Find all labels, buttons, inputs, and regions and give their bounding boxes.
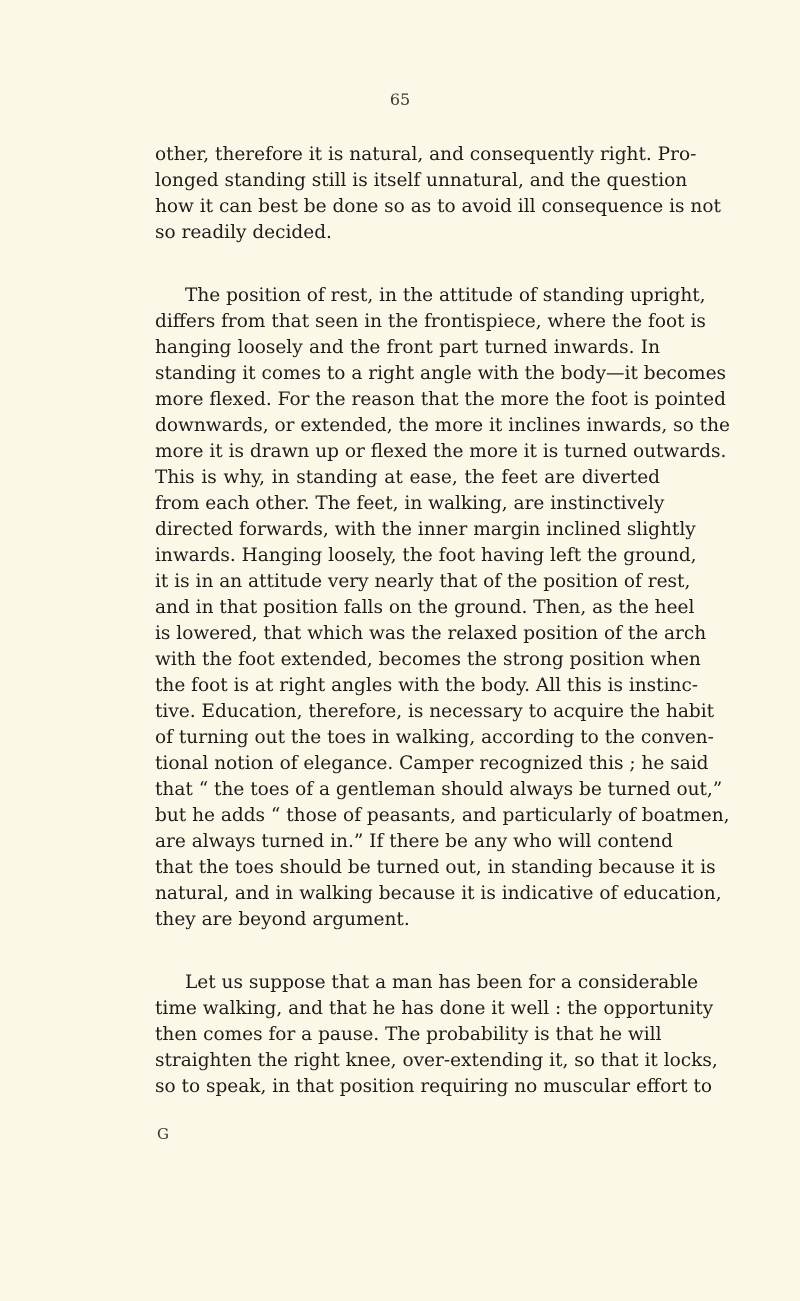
text-line: is lowered, that which was the relaxed position of the arch: [155, 623, 707, 644]
text-line: it is in an attitude very nearly that of the position of rest,: [155, 571, 691, 592]
text-line: other, therefore it is natural, and consequently right. Pro-: [155, 144, 697, 165]
text-line: so readily decided.: [155, 222, 332, 243]
text-line: how it can best be done so as to avoid ill consequence is not: [155, 196, 721, 217]
text-line: more flexed. For the reason that the more the foot is pointed: [155, 389, 726, 410]
text-line: standing it comes to a right angle with the body—it becomes: [155, 363, 727, 384]
text-line: but he adds “ those of peasants, and particularly of boatmen,: [155, 805, 730, 826]
text-line: straighten the right knee, over-extending it, so that it locks,: [155, 1050, 718, 1071]
text-line: longed standing still is itself unnatural, and the question: [155, 170, 688, 191]
text-line: they are beyond argument.: [155, 909, 410, 930]
text-line: more it is drawn up or flexed the more it is turned outwards.: [155, 441, 727, 462]
text-line: tive. Education, therefore, is necessary to acquire the habit: [155, 701, 715, 722]
text-line: that the toes should be turned out, in standing because it is: [155, 857, 716, 878]
text-line: This is why, in standing at ease, the feet are diverted: [155, 467, 660, 488]
signature-mark: G: [157, 1125, 169, 1143]
text-line: hanging loosely and the front part turned inwards. In: [155, 337, 660, 358]
text-line: Let us suppose that a man has been for a considerable: [185, 972, 699, 993]
text-line: so to speak, in that position requiring no muscular effort to: [155, 1076, 712, 1097]
text-line: natural, and in walking because it is indicative of education,: [155, 883, 722, 904]
text-line: the foot is at right angles with the body. All this is instinc-: [155, 675, 699, 696]
text-line: tional notion of elegance. Camper recognized this ; he said: [155, 753, 709, 774]
text-line: inwards. Hanging loosely, the foot having left the ground,: [155, 545, 697, 566]
text-line: The position of rest, in the attitude of standing upright,: [185, 285, 706, 306]
text-line: time walking, and that he has done it well : the opportunity: [155, 998, 714, 1019]
text-line: of turning out the toes in walking, according to the conven-: [155, 727, 714, 748]
text-line: downwards, or extended, the more it inclines inwards, so the: [155, 415, 730, 436]
text-line: differs from that seen in the frontispiece, where the foot is: [155, 311, 706, 332]
page-number: 65: [389, 90, 411, 109]
text-line: and in that position falls on the ground. Then, as the heel: [155, 597, 695, 618]
text-line: that “ the toes of a gentleman should always be turned out,”: [155, 779, 723, 800]
text-line: directed forwards, with the inner margin inclined slightly: [155, 519, 696, 540]
text-line: then comes for a pause. The probability is that he will: [155, 1024, 662, 1045]
text-line: with the foot extended, becomes the strong position when: [155, 649, 701, 670]
text-line: are always turned in.” If there be any who will contend: [155, 831, 673, 852]
text-line: from each other. The feet, in walking, are instinctively: [155, 493, 665, 514]
